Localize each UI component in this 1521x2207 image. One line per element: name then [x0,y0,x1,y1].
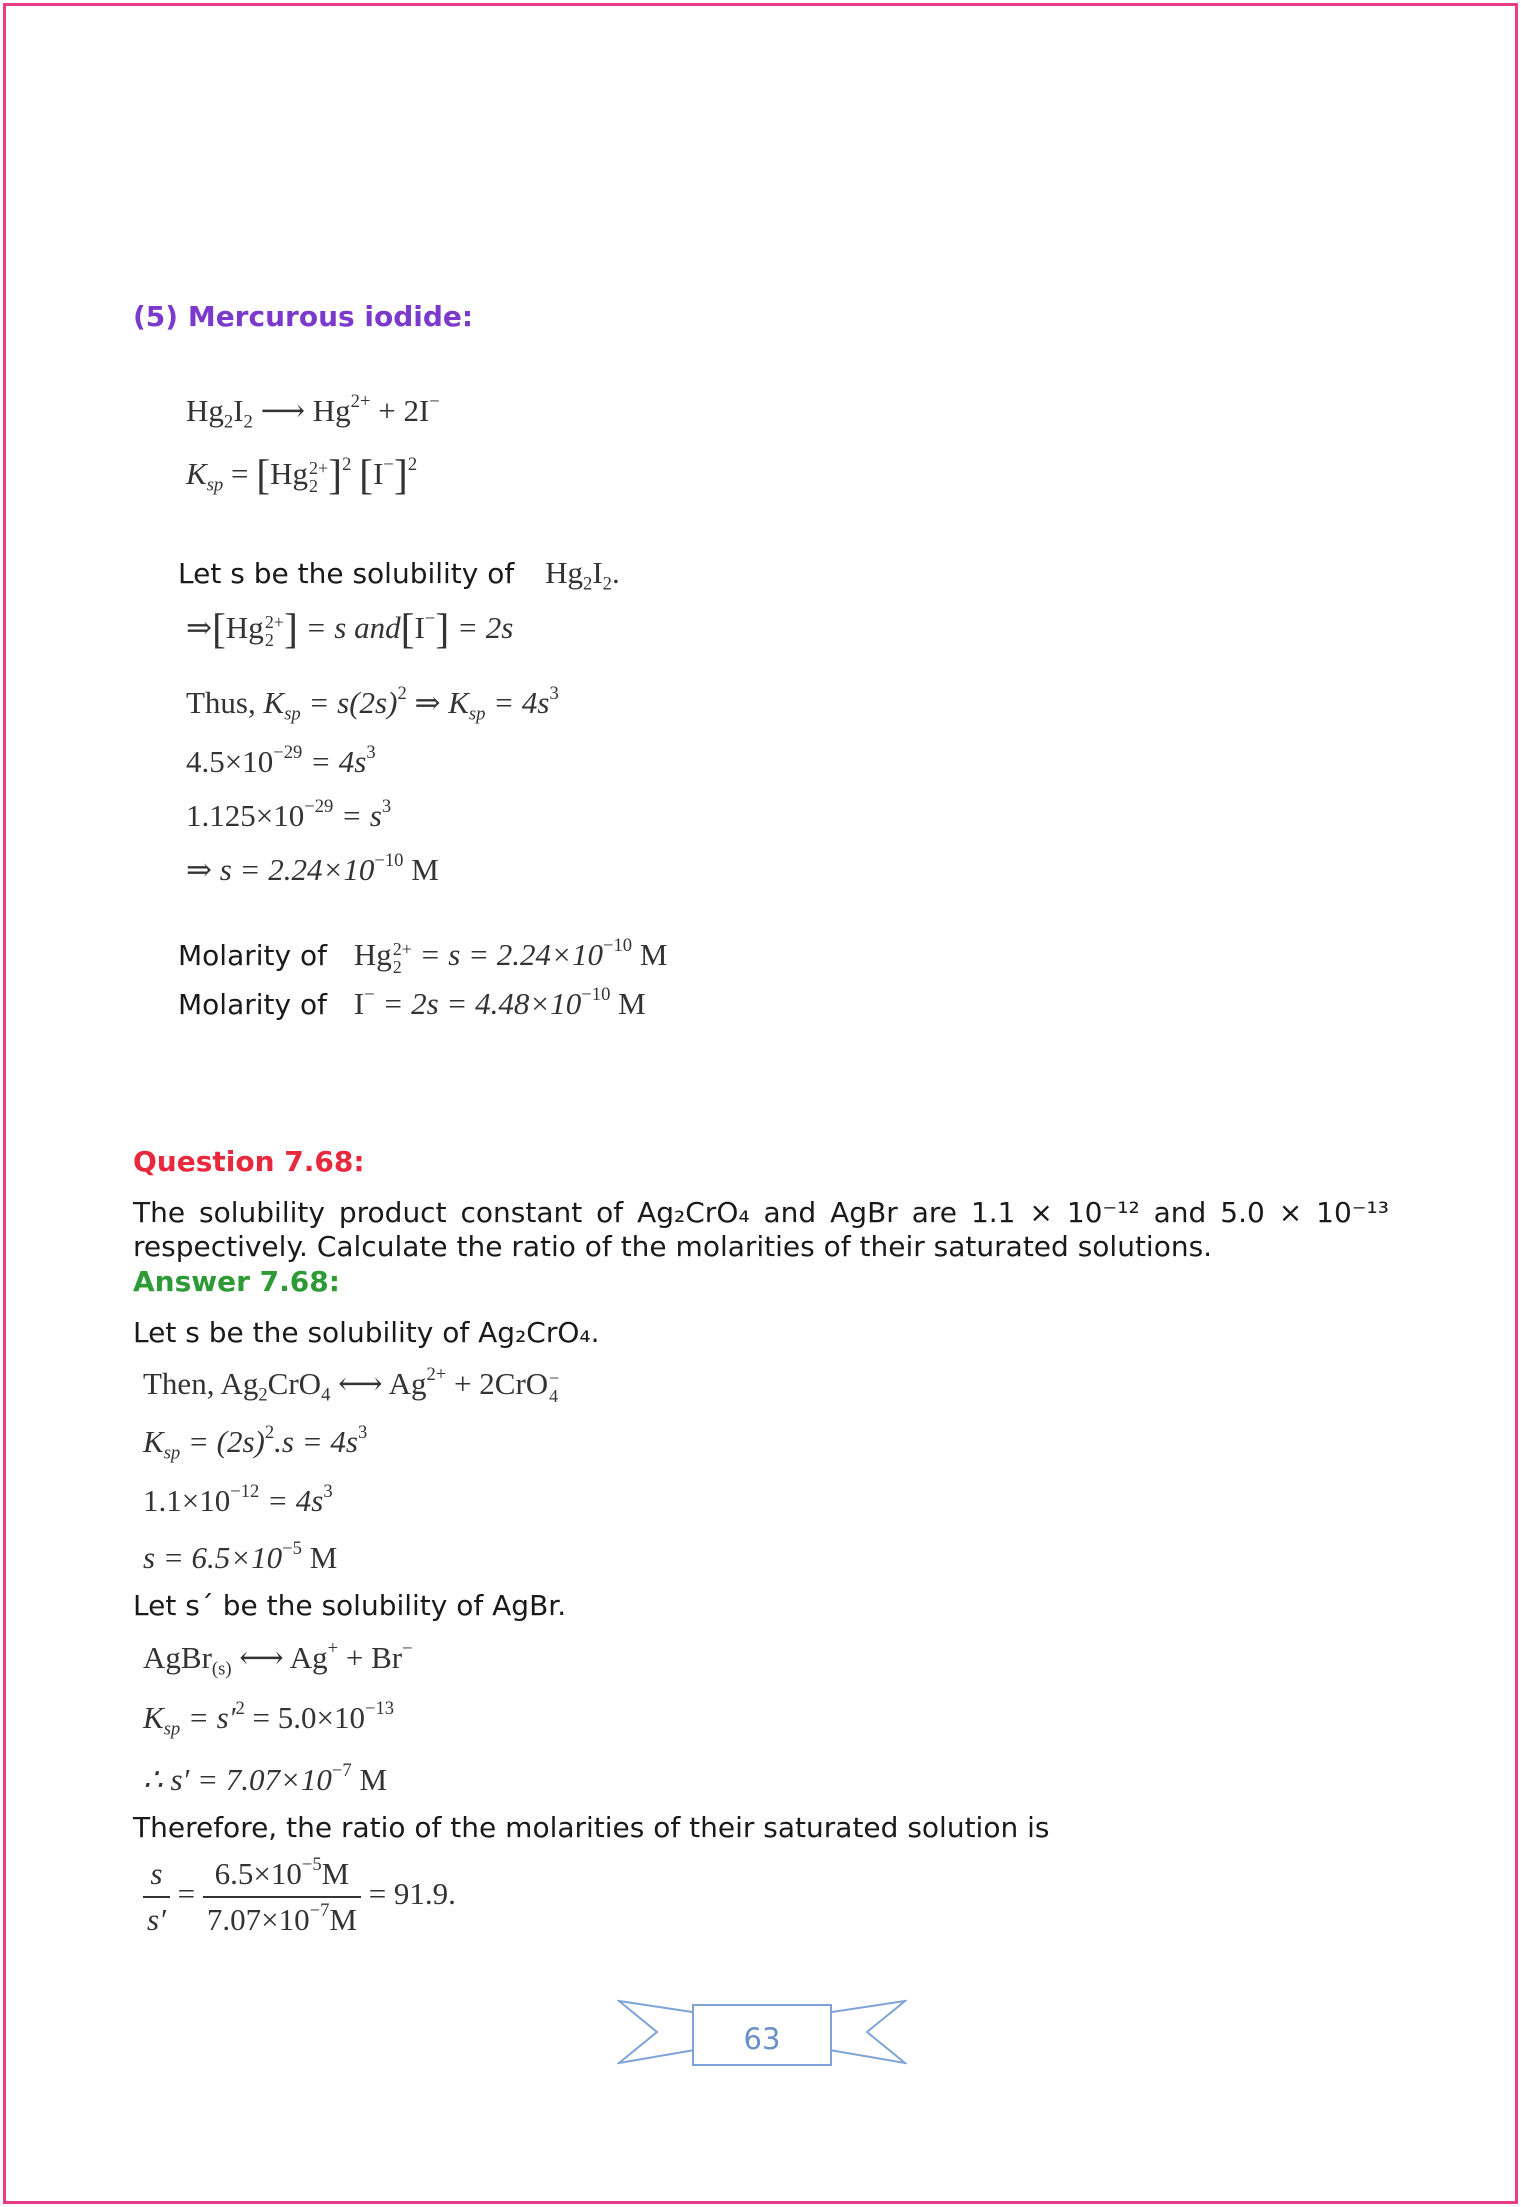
answer-heading: Answer 7.68: [133,1265,340,1298]
equation-agbr: AgBr$_{(s)}$ ⟷ Ag+ + Br− [143,1638,413,1680]
equation-calc-4: $1.1\times 10^{-12} = 4s^3$ [143,1481,333,1518]
equation-concentrations: ⇒[Hg 2+ 2 ] = s and[I−] = 2s [186,607,514,653]
question-text: The solubility product constant of Ag₂CrO₄ and AgBr are 1.1 × 10⁻¹² and 5.0 × 10⁻¹³ respectively. Calculate the ratio of the molarities of their saturated solutions. [133,1196,1389,1263]
equation-s-prime-value: ∴ $s' = 7.07\times 10^{-7}$ M [143,1760,388,1797]
equation-ksp-expression: $K_{sp} = [Hg$ 2+ 2 ]$^2$ $[I^-]^2$ [186,453,418,499]
answer-therefore: Therefore, the ratio of the molarities of their saturated solution is [133,1811,1050,1844]
equation-ksp-1: $K_{sp} = (2s)^2.s = 4s^3$ [143,1422,368,1464]
equation-thus: Thus, $K_{sp} = s(2s)^2$ ⇒ $K_{sp} = 4s^3$ [186,683,559,725]
equation-s-value: $s = 6.5\times 10^{-5}$ M [143,1538,338,1575]
molarity-mercury: Molarity of Hg 2+ 2 = $s = 2.24\times 10^{-10}$ M [178,935,668,977]
section-title: (5) Mercurous iodide: [133,300,474,333]
question-heading: Question 7.68: [133,1145,365,1178]
equation-ksp-2: $K_{sp} = s'^2 = 5.0\times 10^{-13}$ [143,1698,395,1740]
page-number: 63 [743,2022,781,2056]
equation-calc-2: $1.125\times 10^{-29} = s^3$ [186,796,392,833]
equation-calc-3: ⇒ $s = 2.24\times 10^{-10}$ M [186,850,439,887]
equation-calc-1: $4.5\times 10^{-29} = 4s^3$ [186,742,376,779]
equation-ratio: $\frac{s}{s'}$ = $\frac{6.5\times 10^{-5}M}{7.07\times 10^{-7}M}$ = 91.9. [143,1856,456,1938]
equation-dissociation: $Hg_2I_2$ ⟶ $Hg^{2+} + 2I^-$ [186,391,440,433]
equation-then: Then, $Ag_2CrO_4$ ⟷ $Ag^{2+} + 2CrO$ − 4 [143,1364,560,1406]
answer-let-s: Let s be the solubility of Ag₂CrO₄. [133,1316,600,1349]
let-s-sentence: Let s be the solubility of $Hg_2I_2$. [178,555,620,595]
molarity-iodide: Molarity of $I^- = 2s = 4.48\times 10^{-10}$ M [178,984,646,1021]
answer-let-s-prime: Let s´ be the solubility of AgBr. [133,1589,567,1622]
